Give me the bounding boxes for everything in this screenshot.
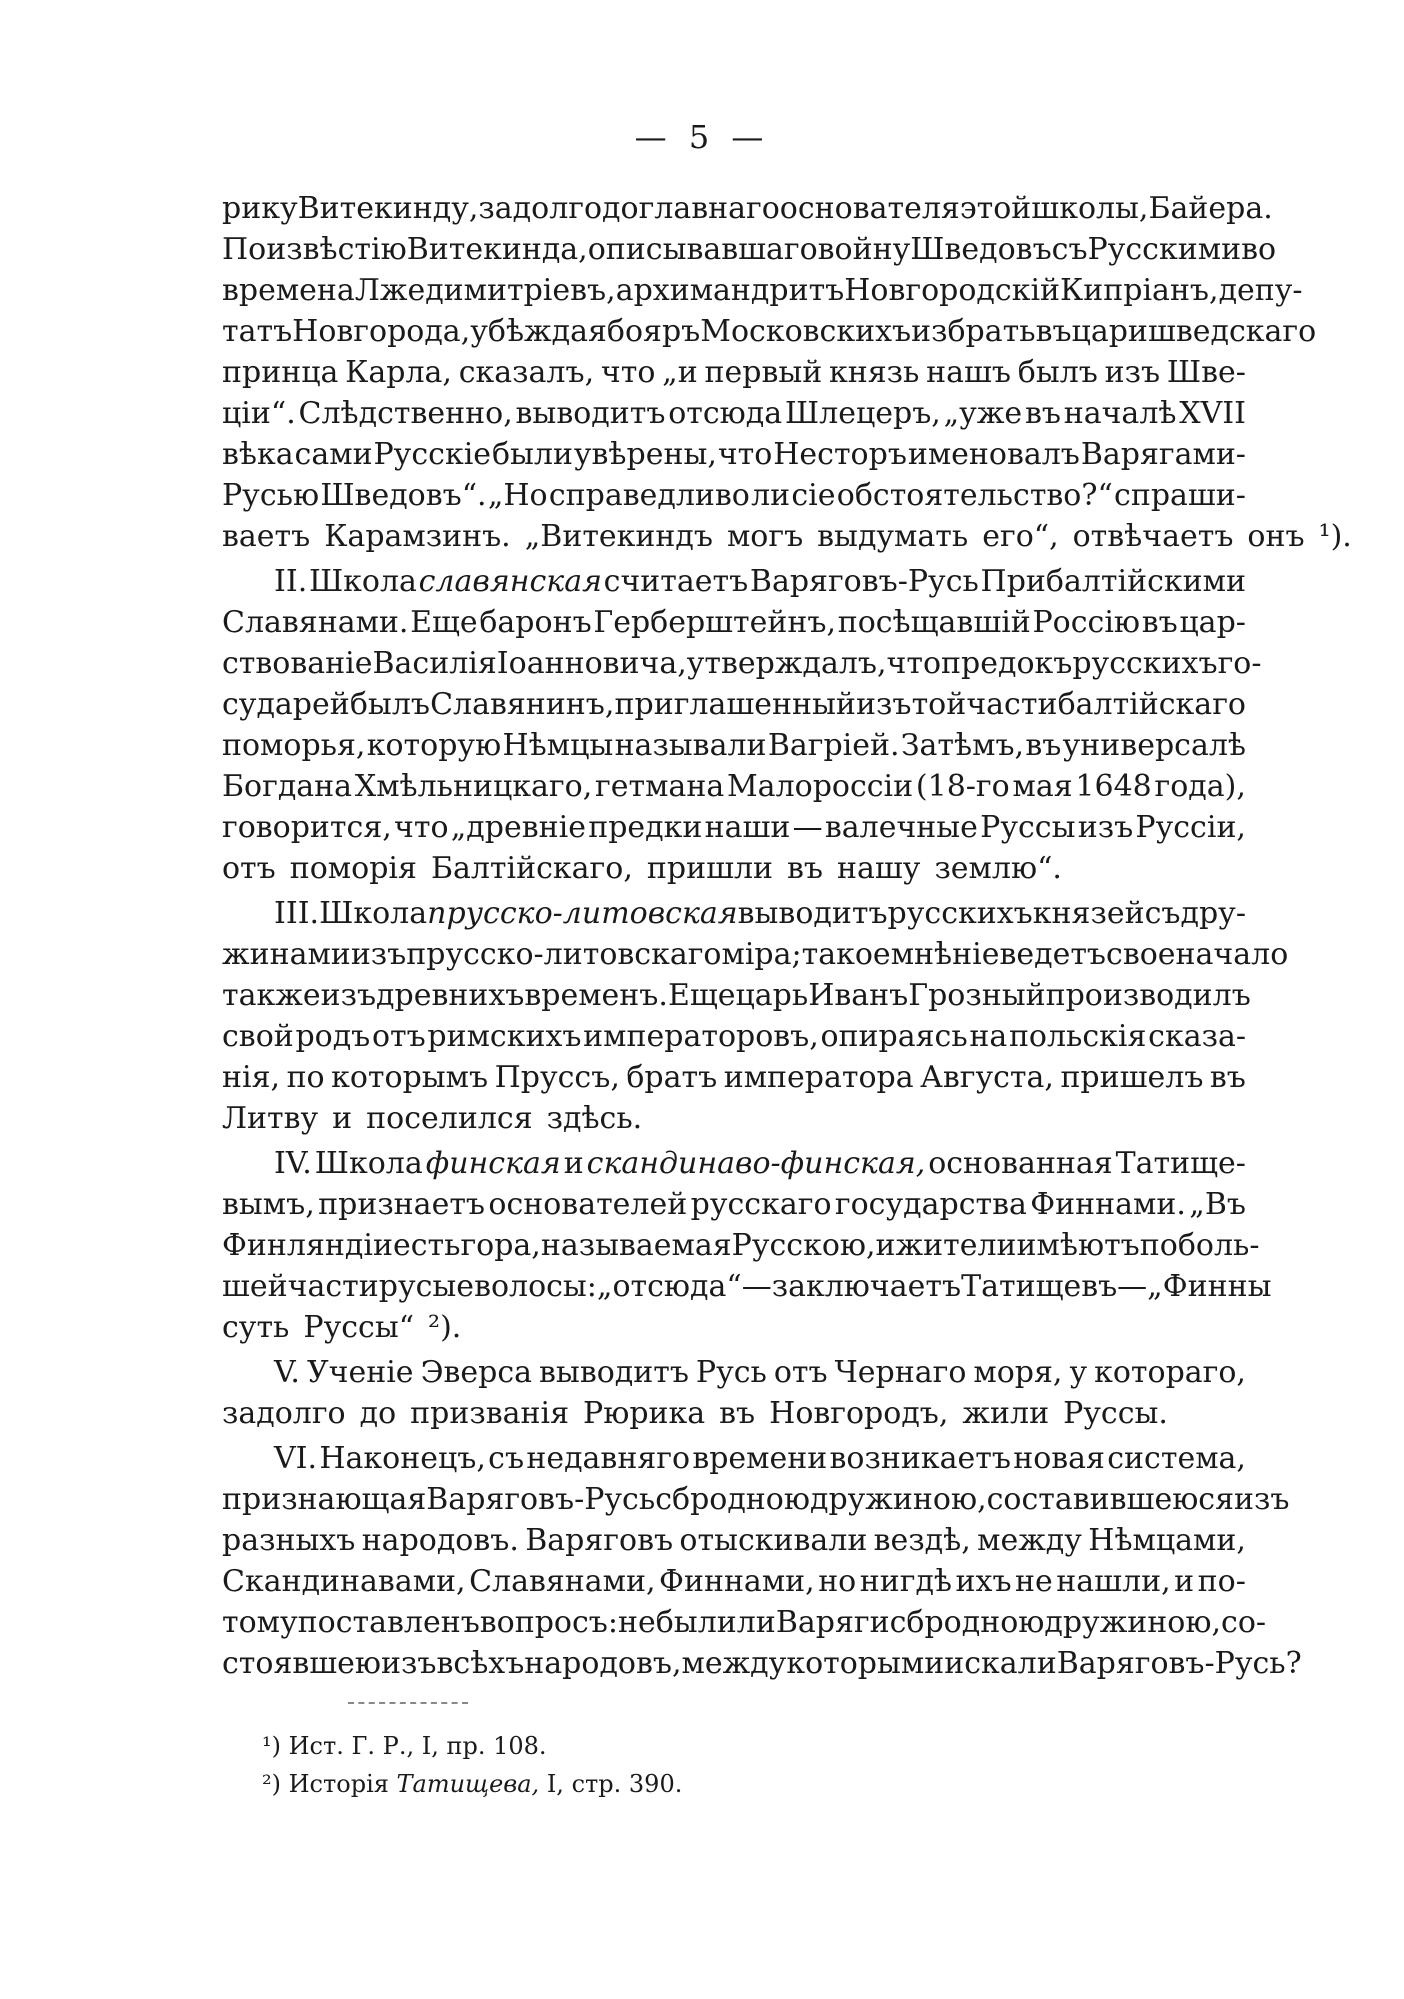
text-line: принца Карла, сказалъ, что „и первый князь нашъ былъ изъ Шве-	[222, 355, 1246, 390]
page-number: — 5 —	[634, 118, 770, 156]
text-line: татъ Новгорода, убѣждая бояръ Московскихъ избрать въ цари шведскаго	[222, 314, 1317, 349]
text-line: ціи“. Слѣдственно, выводитъ отсюда Шлецеръ, „уже въ началѣ XVII	[222, 396, 1246, 431]
text-line: поморья, которую Нѣмцы называли Вагріей. Затѣмъ, въ универсалѣ	[222, 728, 1246, 763]
text-line: шей части русые волосы: „отсюда“—заключаетъ Татищевъ—„Финны	[222, 1269, 1272, 1304]
text-line: также изъ древнихъ временъ. Еще царь Иванъ Грозный производилъ	[222, 978, 1251, 1013]
text-line: Скандинавами, Славянами, Финнами, но нигдѣ ихъ не нашли, и по-	[222, 1564, 1246, 1599]
text-line: жинами изъ прусско-литовскаго міра; такое мнѣніе ведетъ свое начало	[222, 937, 1289, 972]
text-line: суть Руссы“ ²).	[222, 1310, 462, 1345]
text-line: свой родъ отъ римскихъ императоровъ, опираясь на польскія сказа-	[222, 1019, 1246, 1054]
text-line: Финляндіи есть гора, называемая Русскою, и жители имѣютъ по боль-	[222, 1228, 1260, 1263]
footnote-separator	[348, 1702, 468, 1704]
footnote: ²) Исторія Татищева, I, стр. 390.	[262, 1770, 683, 1798]
text-line: времена Лжедимитріевъ, архимандритъ Новгородскій Кипріанъ, депу-	[222, 273, 1303, 308]
text-line: задолго до призванія Рюрика въ Новгородъ, жили Руссы.	[222, 1396, 1168, 1431]
text-line: Славянами. Еще баронъ Герберштейнъ, посѣщавшій Россію въ цар-	[222, 605, 1246, 640]
text-line: разныхъ народовъ. Варяговъ отыскивали вездѣ, между Нѣмцами,	[222, 1523, 1246, 1558]
text-line: отъ поморія Балтійскаго, пришли въ нашу землю“.	[222, 851, 1062, 886]
text-line: VI. Наконецъ, съ недавняго времени возникаетъ новая система,	[274, 1441, 1246, 1476]
text-line: Богдана Хмѣльницкаго, гетмана Малороссіи (18-го мая 1648 года),	[222, 769, 1246, 804]
text-line: рику Витекинду, за долго до главнаго основателя этой школы, Байера.	[222, 191, 1273, 226]
footnotes	[262, 1727, 1162, 1803]
text-line: признающая Варяговъ-Русь сбродною дружиною, составившеюся изъ	[222, 1482, 1290, 1517]
text-line: Русью Шведовъ“. „Но справедливо ли сіе обстоятельство?“ спраши-	[222, 478, 1246, 513]
text-line: тому поставленъ вопросъ: не были ли Варяги сбродною дружиною, со-	[222, 1605, 1267, 1640]
text-line: вѣка сами Русскіе были увѣрены, что Несторъ именовалъ Варягами-	[222, 437, 1246, 472]
text-line: ваетъ Карамзинъ. „Витекиндъ могъ выдумать его“, отвѣчаетъ онъ ¹).	[222, 519, 1352, 554]
text-line: говорится, что „древніе предки наши — валечные Руссы изъ Руссіи,	[222, 810, 1246, 845]
body-text	[222, 188, 1352, 1684]
text-line: Литву и поселился здѣсь.	[222, 1101, 643, 1136]
footnote: ¹) Ист. Г. Р., I, пр. 108.	[262, 1732, 547, 1760]
text-line: III. Школа прусско-литовская выводитъ русскихъ князей съ дру-	[274, 896, 1246, 931]
text-line: ствованіе Василія Іоанновича, утверждалъ, что предокъ русскихъ го-	[222, 646, 1262, 681]
text-line: II. Школа славянская считаетъ Варяговъ-Русь Прибалтійскими	[274, 564, 1246, 599]
text-line: сударей былъ Славянинъ, приглашенный изъ той части балтійскаго	[222, 687, 1246, 722]
text-line: стоявшею изъ всѣхъ народовъ, между которыми искали Варяговъ-Русь?	[222, 1646, 1302, 1681]
text-line: По извѣстію Витекинда, описывавшаго войну Шведовъ съ Русскими во	[222, 232, 1277, 267]
text-line: вымъ, признаетъ основателей русскаго государства Финнами. „Въ	[222, 1187, 1246, 1222]
text-line: V. Ученіе Эверса выводитъ Русь отъ Чернаго моря, у котораго,	[274, 1355, 1246, 1390]
text-line: нія, по которымъ Пруссъ, братъ императора Августа, пришелъ въ	[222, 1060, 1246, 1095]
text-line: IV. Школа финская и скандинаво-финская, основанная Татище-	[274, 1146, 1246, 1181]
